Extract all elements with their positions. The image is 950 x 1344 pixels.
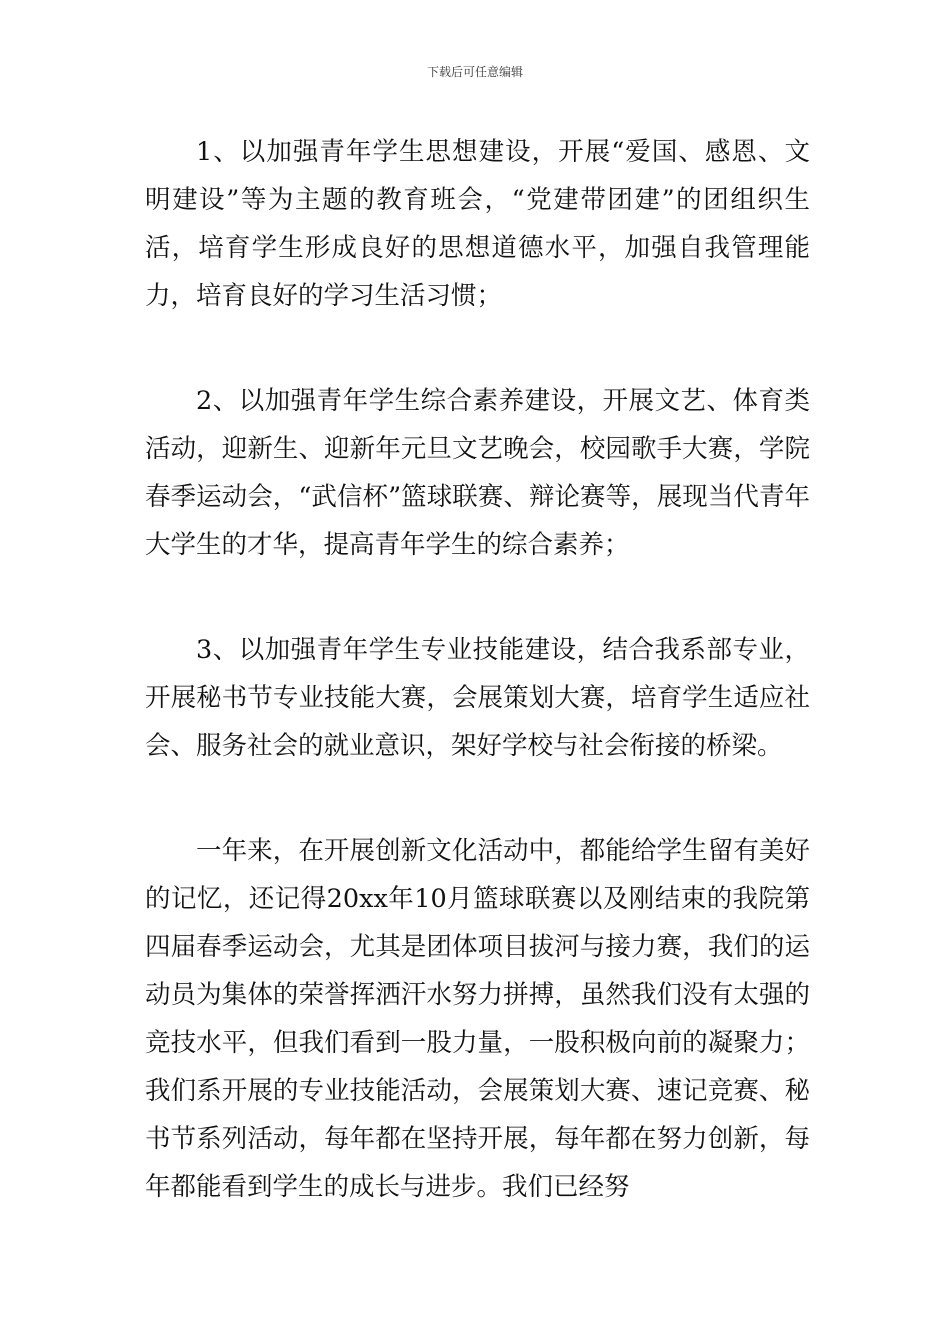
paragraph-1: 1、以加强青年学生思想建设，开展“爱国、感恩、文明建设”等为主题的教育班会，“党建带团建”的团组织生活，培育学生形成良好的思想道德水平，加强自我管理能力，培育良好的学习生活习惯； bbox=[145, 137, 810, 311]
paragraph-2: 2、以加强青年学生综合素养建设，开展文艺、体育类活动，迎新生、迎新年元旦文艺晚会，校园歌手大赛，学院春季运动会，“武信杯”篮球联赛、辩论赛等，展现当代青年大学生的才华，提高青年学生的综合素养； bbox=[145, 386, 810, 560]
document-body bbox=[145, 128, 810, 1211]
paragraph-3: 3、以加强青年学生专业技能建设，结合我系部专业，开展秘书节专业技能大赛，会展策划大赛，培育学生适应社会、服务社会的就业意识，架好学校与社会衔接的桥梁。 bbox=[145, 635, 810, 761]
page-header: 下载后可任意编辑 bbox=[426, 65, 523, 79]
paragraph-4: 一年来，在开展创新文化活动中，都能给学生留有美好的记忆，还记得20xx年10月篮球联赛以及刚结束的我院第四届春季运动会，尤其是团体项目拔河与接力赛，我们的运动员为集体的荣誉挥洒汗水努力拼搏，虽然我们没有太强的竞技水平，但我们看到一股力量，一股积极向前的凝聚力；我们系开展的专业技能活动，会展策划大赛、速记竞赛、秘书节系列活动，每年都在坚持开展，每年都在努力创新，每年都能看到学生的成长与进步。我们已经努 bbox=[145, 836, 810, 1202]
